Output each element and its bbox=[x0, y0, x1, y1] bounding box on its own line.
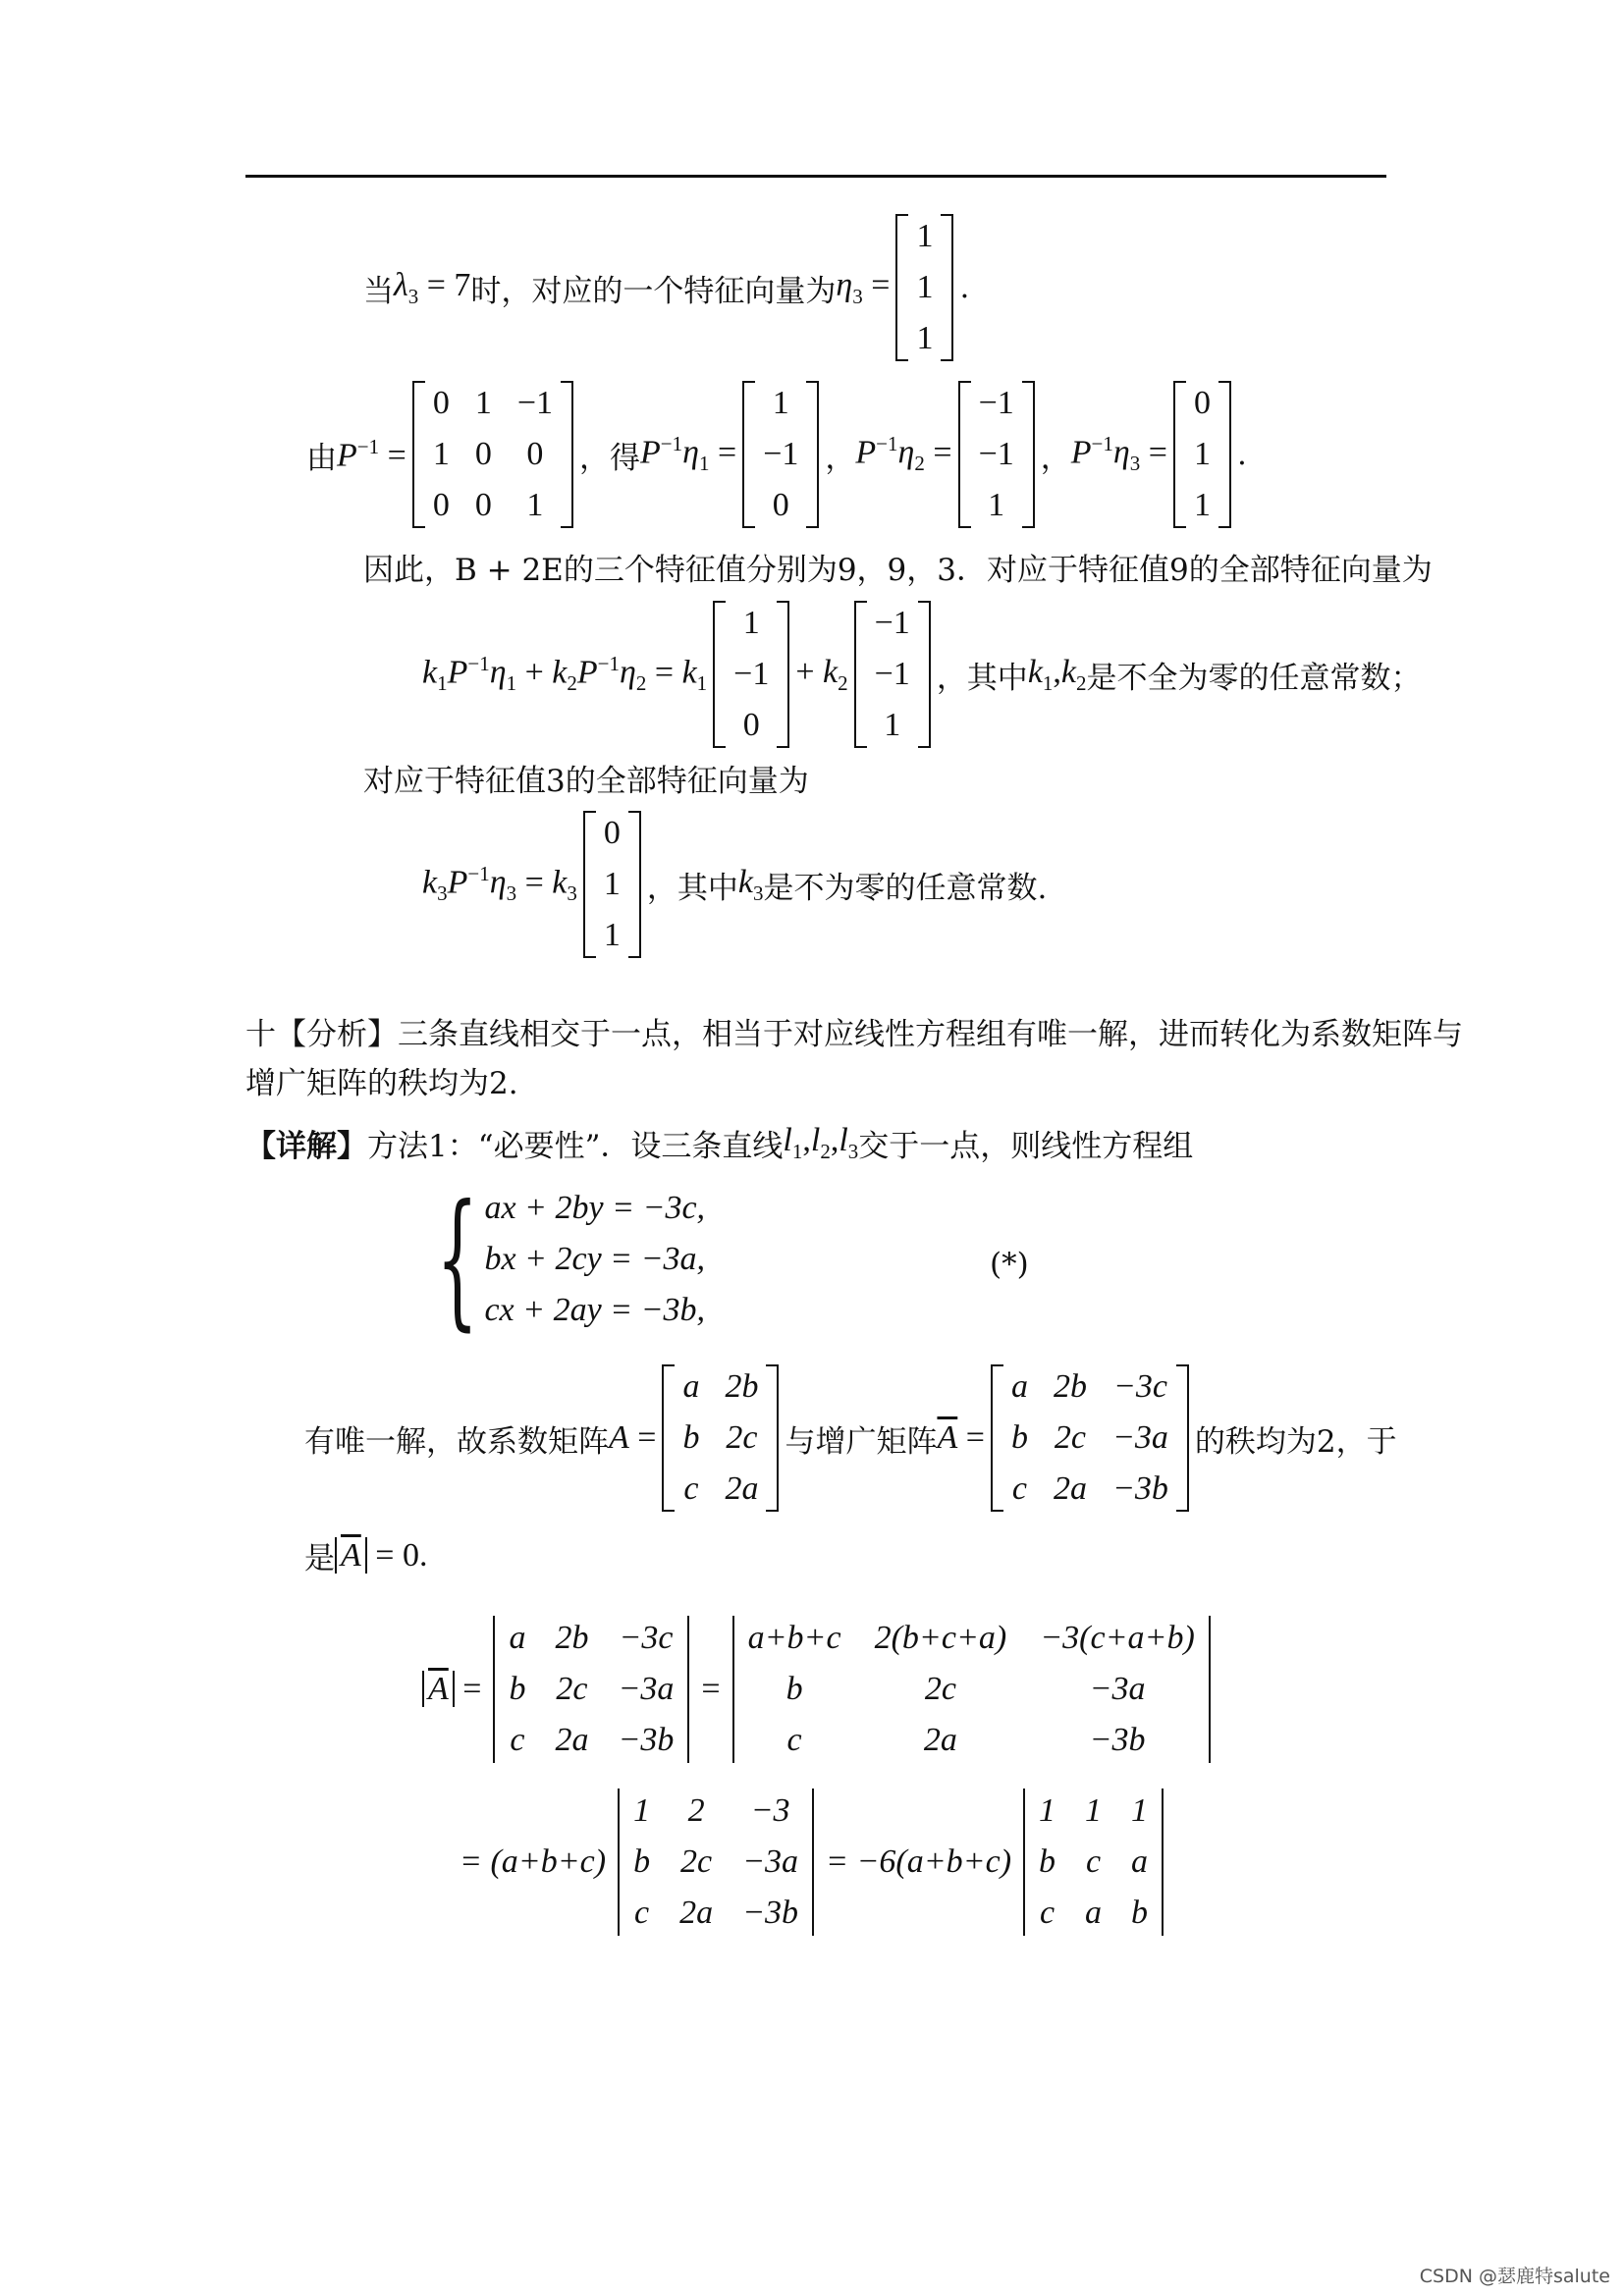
eigvec-9-line: $k_1P^{-1}\eta_1 + k_2P^{-1}\eta_2 = k_1$ 1 −1 0 + $k_2$ −1 −1 1 ，其中 $k_1,k_2$ 是不全为零的任意常数； bbox=[422, 601, 1422, 748]
analysis-line-1: 十【分析】三条直线相交于一点，相当于对应线性方程组有唯一解，进而转化为系数矩阵与 bbox=[245, 1017, 1463, 1052]
eta3-vector: 1 1 1 bbox=[895, 214, 953, 361]
det-expansion-1: $\overline{A}$ = a 2b −3c b 2c −3a c 2a −3b = a+b+c 2(b+c+a) −3(c+a+b) b 2c −3a c 2a −3b bbox=[422, 1616, 1222, 1763]
matrix-A-bar: a 2b −3c b 2c −3a c 2a −3b bbox=[991, 1364, 1189, 1512]
matrix-A: a 2b b 2c c 2a bbox=[662, 1364, 779, 1512]
pinv-matrix: 0 1 −1 1 0 0 0 0 1 bbox=[412, 381, 573, 528]
vec-1: 1 −1 0 bbox=[742, 381, 819, 528]
det-3: 1 2 −3 b 2c −3a c 2a −3b bbox=[612, 1789, 820, 1936]
pinv-line: 由 $P^{-1}$ = 0 1 −1 1 0 0 0 0 1 ，得 $P^{-1}\eta_1$ = 1 −1 0 ， $P^{-1}\eta_2$ = −1 −1 1 ， $P^{-1}\eta_3$ = 0 1 1 . bbox=[306, 381, 1247, 528]
linear-system: { ax + 2by = −3c, bx + 2cy = −3a, cx + 2ay = −3b, bbox=[436, 1174, 706, 1345]
equation-tag: (*) bbox=[990, 1247, 1029, 1282]
det-2: a+b+c 2(b+c+a) −3(c+a+b) b 2c −3a c 2a −3b bbox=[727, 1616, 1217, 1763]
vec-2: −1 −1 1 bbox=[958, 381, 1035, 528]
eigvec-lambda3-line: 当 $\lambda_3 = 7$ 时，对应的一个特征向量为 $\eta_3$ = 1 1 1 . bbox=[363, 214, 969, 361]
det-expansion-2: = (a+b+c) 1 2 −3 b 2c −3a c 2a −3b = −6(a+b+c) 1 1 1 b c a c a b bbox=[460, 1789, 1175, 1936]
det-1: a 2b −3c b 2c −3a c 2a −3b bbox=[487, 1616, 695, 1763]
header-rule bbox=[245, 175, 1386, 178]
detail-line: 【详解】 方法1：“必要性”．设三条直线 $l_1,l_2,l_3$ 交于一点，则线性方程组 bbox=[245, 1122, 1194, 1164]
eigenvalues-text: 因此，B + 2E的三个特征值分别为9，9，3．对应于特征值9的全部特征向量为 bbox=[363, 553, 1433, 588]
eigvec-3-line: $k_3P^{-1}\eta_3 = k_3$ 0 1 1 ，其中 $k_3$ 是不为零的任意常数. bbox=[422, 811, 1047, 958]
analysis-line-2: 增广矩阵的秩均为2. bbox=[245, 1066, 518, 1101]
det-4: 1 1 1 b c a c a b bbox=[1017, 1789, 1169, 1936]
source-watermark: CSDN @瑟鹿特salute bbox=[1419, 2266, 1610, 2287]
vec-3: 0 1 1 bbox=[1173, 381, 1231, 528]
coef-matrix-line: 有唯一解，故系数矩阵 A = a 2b b 2c c 2a 与增广矩阵 $\overline{A}$ = a 2b −3c b 2c −3a c 2a −3b 的秩均为2，于 bbox=[304, 1364, 1397, 1512]
det-zero-line: 是 $\overline{A} = 0$. bbox=[304, 1536, 428, 1576]
eigvec-3-text: 对应于特征值3的全部特征向量为 bbox=[363, 764, 809, 799]
